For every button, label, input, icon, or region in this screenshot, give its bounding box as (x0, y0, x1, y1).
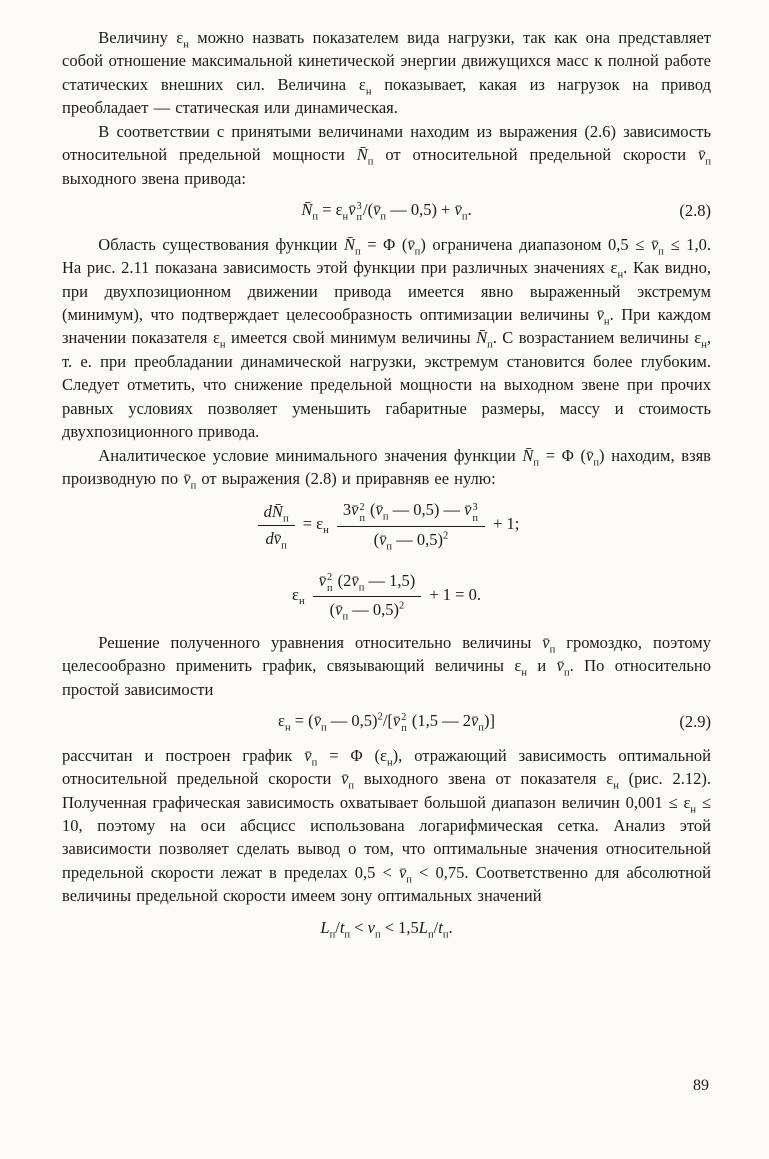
paragraph-graph-method-intro: Решение полученного уравнения относительно величины $v̄_п$ громоздко, поэтому целесообразно применить график, связывающий величины $\varepsilon_н$ и $v̄_п$. По относительно простой зависимости (62, 632, 712, 699)
equation-number: (2.8) (679, 201, 711, 221)
equation-velocity-zone (62, 917, 711, 939)
equation-2-8-body: $N̄_п$ = $\varepsilon_нv̄$ 3 п $/(v̄_п$ — $0,5) + v̄_п$. (301, 199, 472, 224)
equation-2-9 (62, 710, 711, 735)
paragraph-load-type-indicator: Величину $\varepsilon_н$ можно назвать показателем вида нагрузки, так как она представляет собой отношение максимальной кинетической энергии движущихся масс к полной работе статических внешних сил. Величина $\varepsilon_н$ показывает, какая из нагрузок на привод преобладает — статическая или динамическая. (62, 28, 711, 118)
equation-zero-condition-body: $\varepsilon_н$ v̄ 2 п ($2v̄_п$ — 1,5) ($v̄_п$ — 0,5)$^2$ + 1 = 0. (292, 570, 481, 623)
equation-zero-condition (62, 570, 711, 622)
paragraph-function-domain-analysis: Область существования функции $N̄_п = \Phi$ $(v̄_п)$ ограничена диапазоном $0,5 \le v̄_п \le 1,0$. На рис. 2.11 показана зависимость этой функции при различных значениях $\varepsilon_н$. Как видно, при двухпозиционном движении привода имеется явно выраженный экстремум (минимум), что подтверждает целесообразность оптимизации величины $v̄_н$. При каждом значении показателя $\varepsilon_н$ имеется свой минимум величины $N̄_п$. С возрастанием величины $\varepsilon_н$, т. е. при преобладании динамической нагрузки, экстремум становится более глубоким. Следует отметить, что снижение предельной мощности на выходном звене при прочих равных условиях позволяет уменьшить габаритные размеры, массу и стоимость двухпозиционного привода. (62, 234, 712, 442)
equation-number: (2.9) (679, 712, 711, 732)
equation-2-9-body: $\varepsilon_н$ = ($v̄_п$ — 0,5)$^2$/[v̄ 2 п (1,5 — $2v̄_п$)] (278, 710, 495, 735)
equation-derivative-body: $\frac{dN̄_п}{dv̄_п}$ = $\varepsilon_н$ 3v̄ 2 п ($v̄_п$ — 0,5) — v̄ 3 п ($v̄_п$ — 0,5)$^2$ + 1; (254, 499, 520, 551)
equation-2-8 (62, 199, 711, 224)
equation-derivative (62, 499, 711, 551)
equation-velocity-zone-body: $L_п/t_п < v_п < 1,5L_п/t_п$. (320, 917, 453, 941)
paragraph-graph-conclusions: рассчитан и построен график $v̄_п = \Phi$ $(\varepsilon_н)$, отражающий зависимость оптимальной относительной предельной скорости $v̄_п$ выходного звена от показателя $\varepsilon_н$ (рис. 2.12). Полученная графическая зависимость охватывает большой диапазон величин $0,001 \le \varepsilon_н \le 10$, поэтому на оси абсцисс использована логарифмическая сетка. Анализ этой зависимости позволяет сделать вывод о том, что оптимальные значения относительной предельной скорости лежат в пределах $0,5 < v̄_п < 0,75$. Соответственно для абсолютной величины предельной скорости имеем зону оптимальных значений (62, 745, 712, 906)
paragraph-power-dependence-intro: В соответствии с принятыми величинами находим из выражения (2.6) зависимость относительной предельной мощности $N̄_п$ от относительной предельной скорости $v̄_п$ выходного звена привода: (62, 121, 712, 188)
page-number: 89 (693, 1077, 709, 1094)
paragraph-analytic-condition-intro: Аналитическое условие минимального значения функции $N̄_п = \Phi$ $(v̄_п)$ находим, взяв производную по $v̄_п$ от выражения (2.8) и приравняв ее нулю: (62, 445, 711, 492)
